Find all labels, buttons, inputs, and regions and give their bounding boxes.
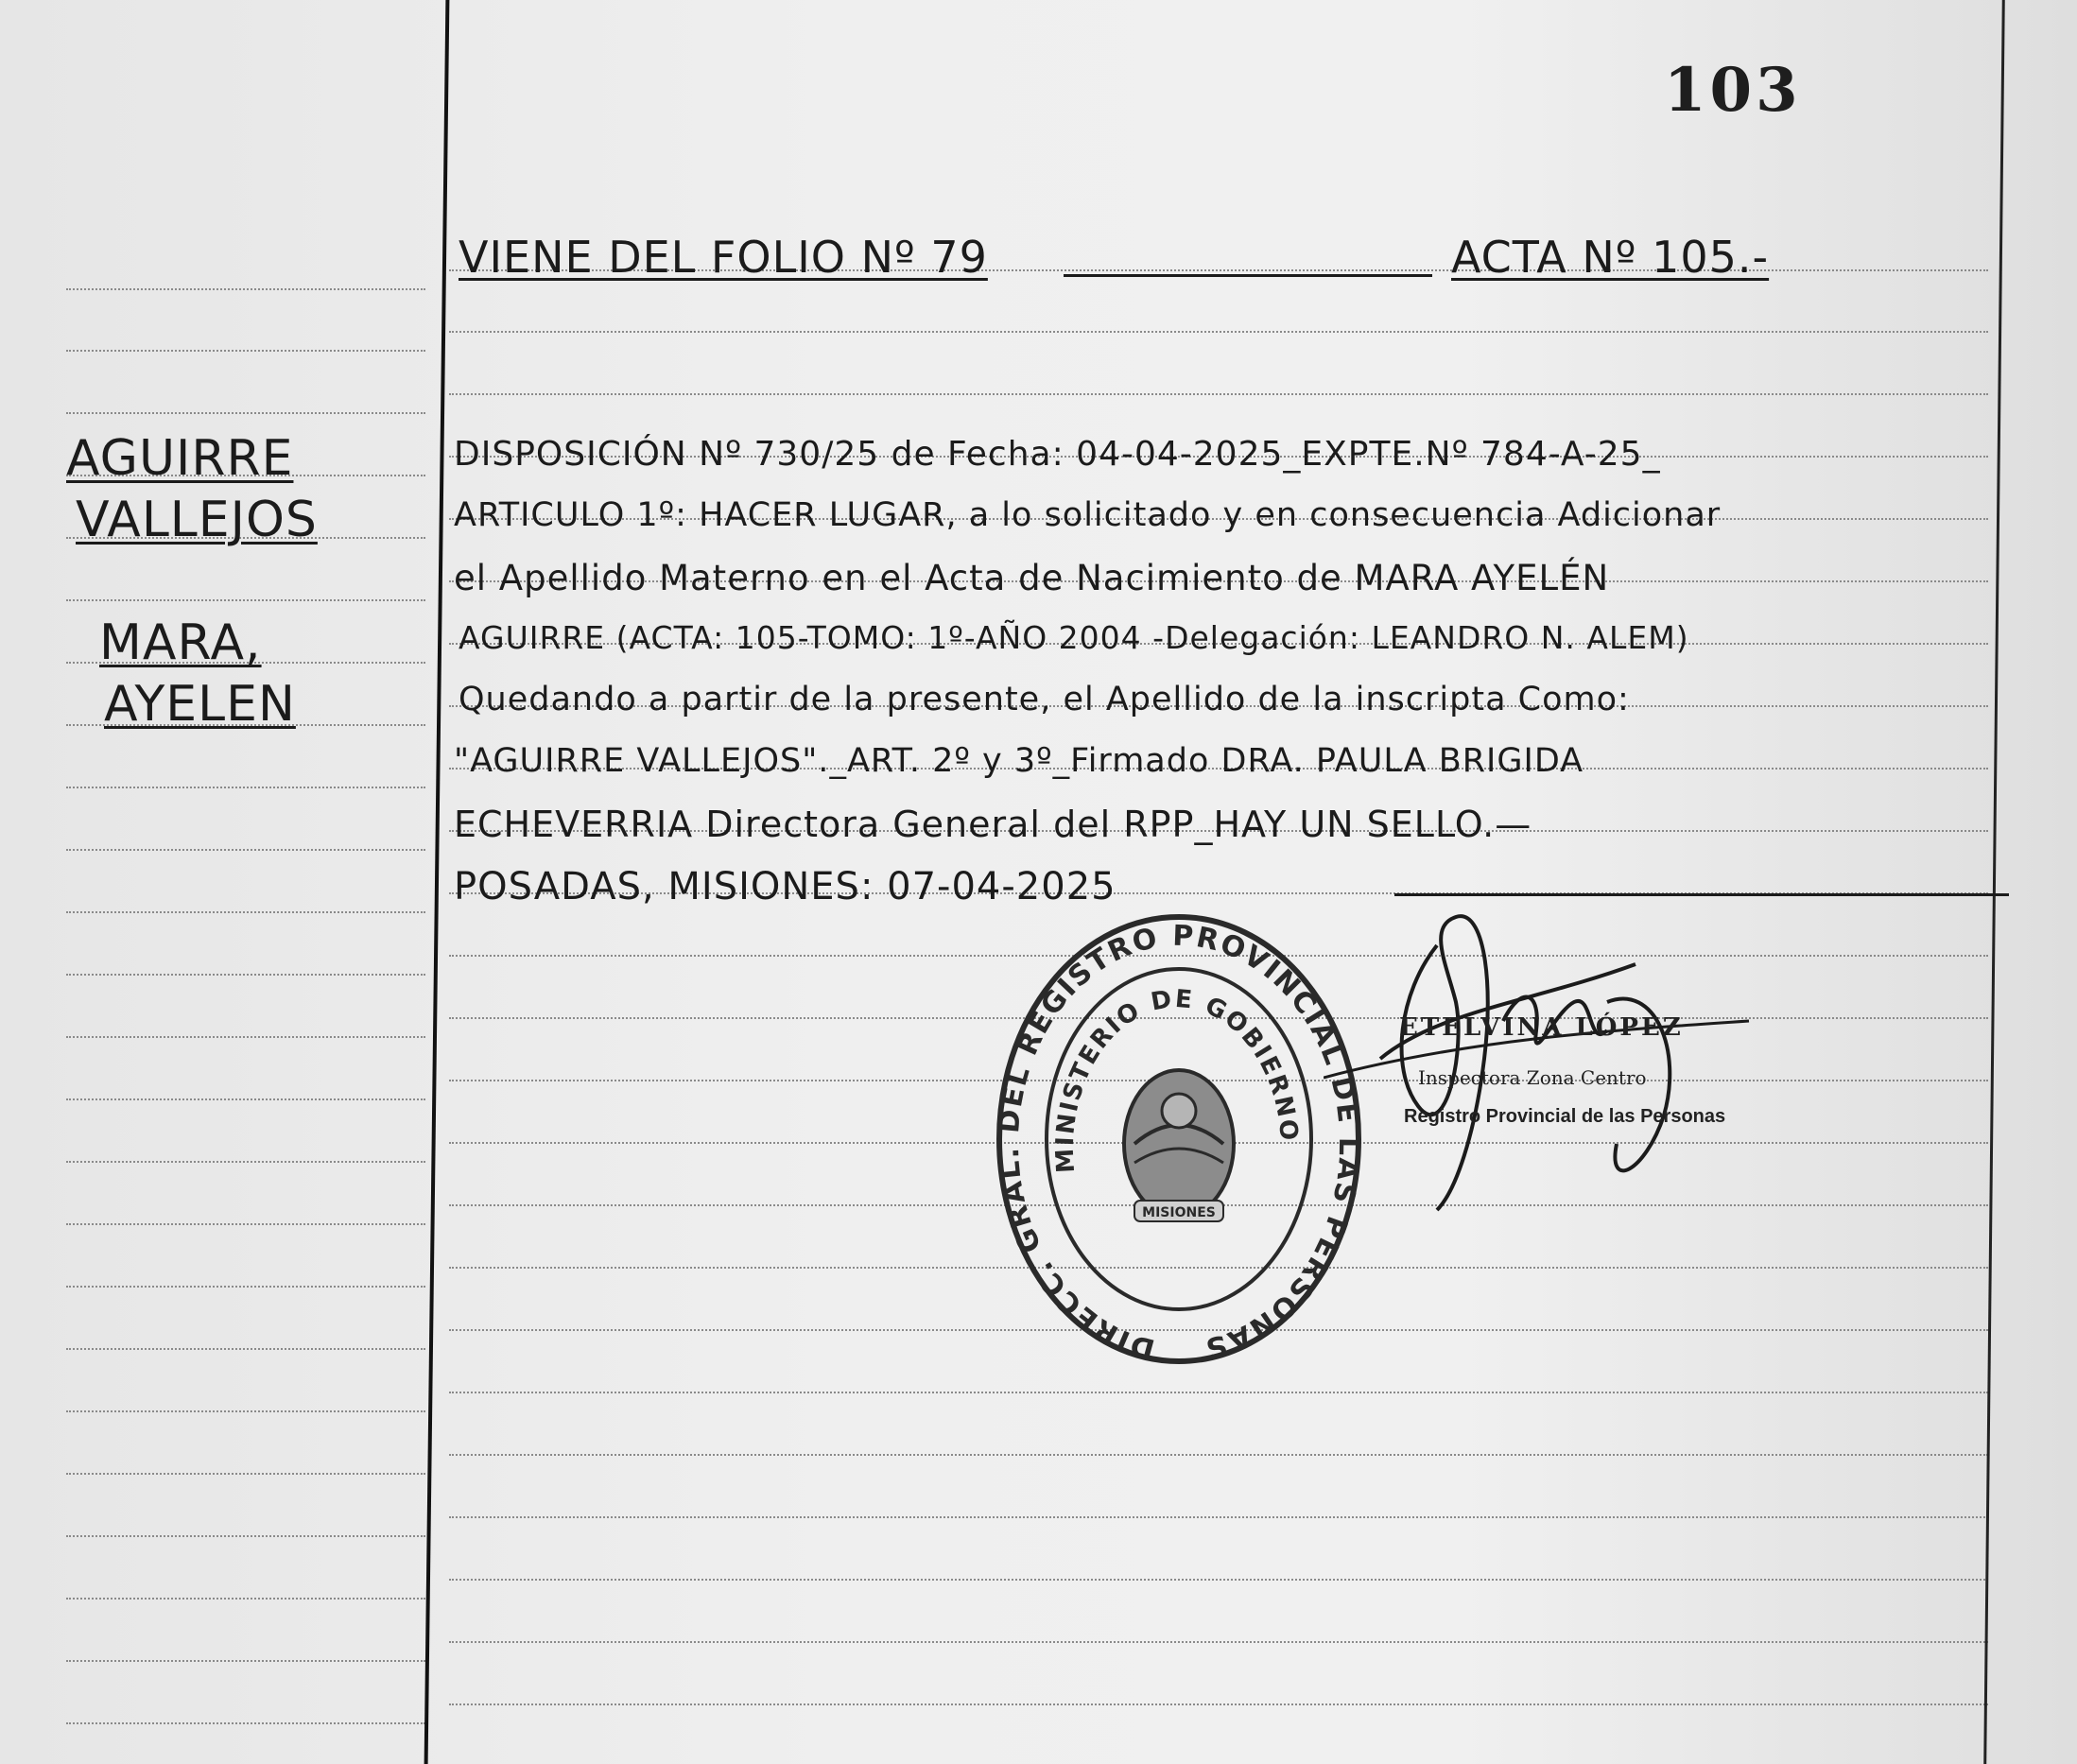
official-stamp bbox=[993, 908, 1366, 1371]
svg-text:MISIONES: MISIONES bbox=[1142, 1205, 1216, 1220]
svg-text:MINISTERIO DE GOBIERNO: MINISTERIO DE GOBIERNO bbox=[1050, 984, 1304, 1174]
folio-number: 103 bbox=[1664, 55, 1802, 126]
signature-org: Registro Provincial de las Personas bbox=[1404, 1106, 1726, 1127]
viene-del-folio: VIENE DEL FOLIO Nº 79 bbox=[459, 232, 988, 283]
margin-surname-2: VALLEJOS bbox=[76, 492, 318, 548]
svg-text:DIRECC. GRAL. DEL REGISTRO PRO: DIRECC. GRAL. DEL REGISTRO PROVINCIAL DE LAS PERSONAS bbox=[993, 919, 1366, 1366]
body-line-2: ARTICULO 1º: HACER LUGAR, a lo solicitado y en consecuencia Adicionar bbox=[454, 496, 1722, 534]
province-emblem bbox=[1124, 1070, 1234, 1221]
margin-rule bbox=[424, 0, 450, 1764]
closing-line bbox=[1394, 893, 2009, 896]
margin-name-1: MARA, bbox=[99, 614, 262, 671]
margin-surname-1: AGUIRRE bbox=[66, 430, 294, 487]
body-line-3: el Apellido Materno en el Acta de Nacimiento de MARA AYELÉN bbox=[454, 558, 1610, 598]
margin-name-2: AYELEN bbox=[104, 676, 296, 733]
signature-title: Inspectora Zona Centro bbox=[1418, 1066, 1647, 1089]
body-line-6: "AGUIRRE VALLEJOS"._ART. 2º y 3º_Firmado DRA. PAULA BRIGIDA bbox=[454, 742, 1584, 780]
body-line-7: ECHEVERRIA Directora General del RPP_HAY UN SELLO.— bbox=[454, 804, 1532, 845]
body-line-8: POSADAS, MISIONES: 07-04-2025 bbox=[454, 865, 1116, 908]
right-rule bbox=[1983, 0, 2005, 1764]
header-fill-line bbox=[1064, 274, 1432, 277]
body-line-1: DISPOSICIÓN Nº 730/25 de Fecha: 04-04-2025_EXPTE.Nº 784-A-25_ bbox=[454, 435, 1661, 474]
signature-name: ETELVINA LÓPEZ bbox=[1399, 1013, 1684, 1042]
acta-number: ACTA Nº 105.- bbox=[1451, 232, 1770, 283]
body-line-4: AGUIRRE (ACTA: 105-TOMO: 1º-AÑO 2004 -Delegación: LEANDRO N. ALEM) bbox=[459, 619, 1689, 656]
body-line-5: Quedando a partir de la presente, el Apellido de la inscripta Como: bbox=[459, 681, 1630, 718]
